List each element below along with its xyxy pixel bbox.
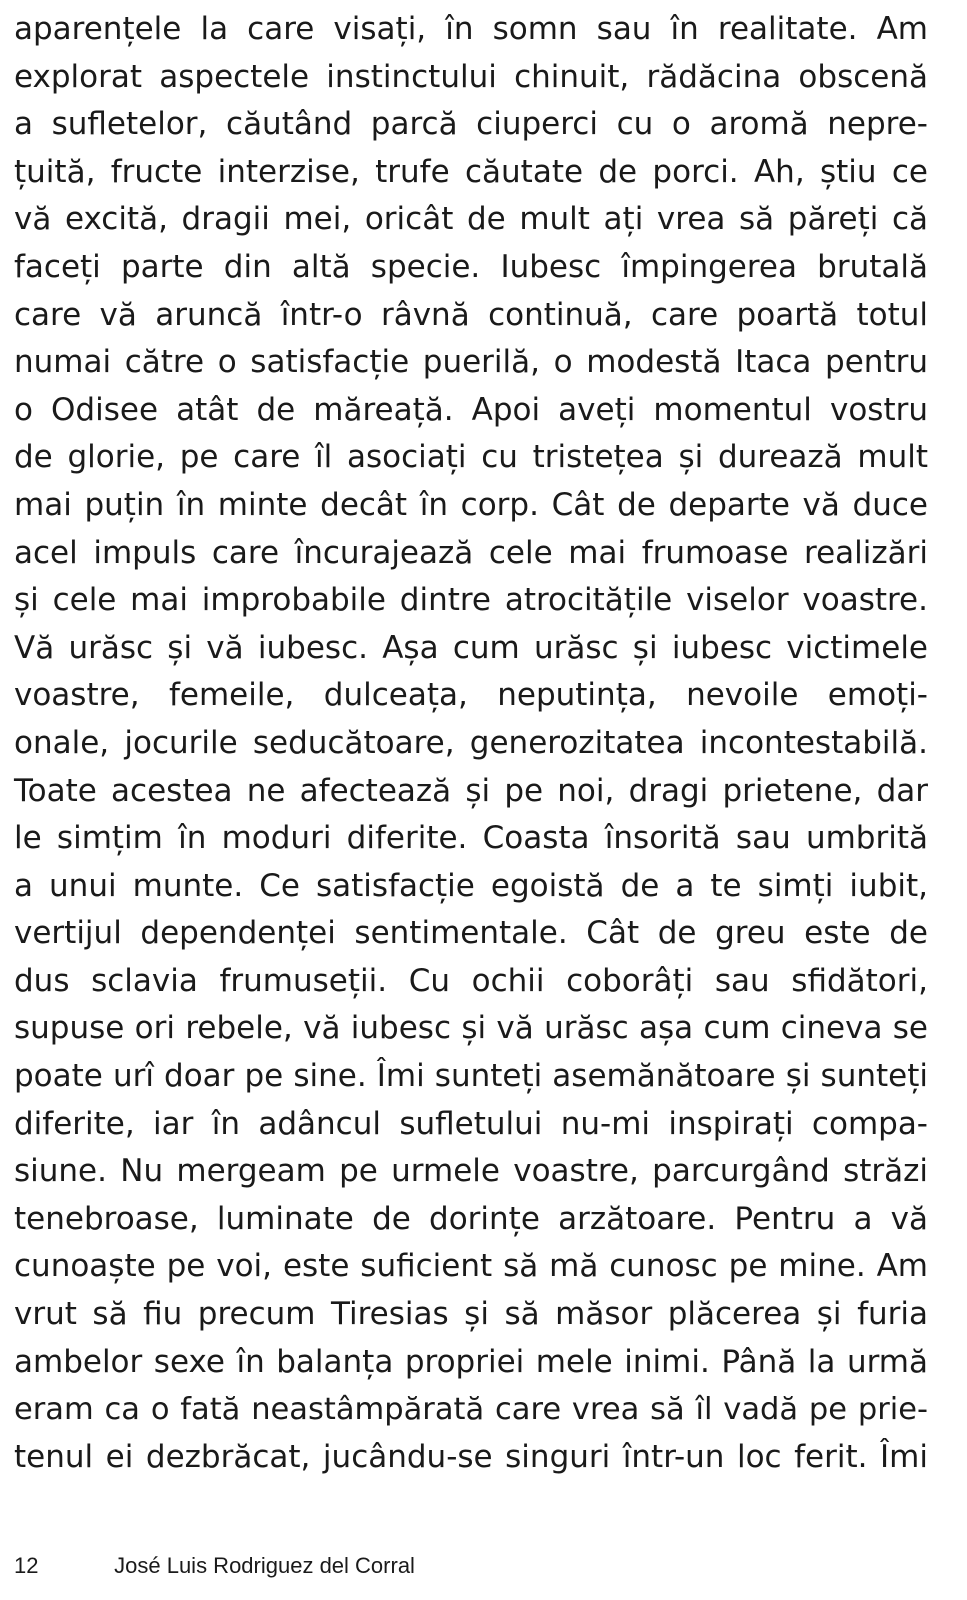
text-line: aparențele la care visați, în somn sau în realitate. Am (14, 11, 928, 47)
text-line: tenebroase, luminate de dorințe arzătoare. Pentru a vă (14, 1200, 928, 1237)
text-line: supuse ori rebele, vă iubesc și vă urăsc așa cum cineva se (14, 1010, 928, 1047)
text-line: tenul ei dezbrăcat, jucându-se singuri într-un loc ferit. Îmi (14, 1438, 928, 1475)
text-line: eram ca o fată neastâmpărată care vrea să îl vadă pe prie- (14, 1392, 928, 1428)
text-line: ambelor sexe în balanța propriei mele inimi. Până la urmă (14, 1343, 928, 1380)
text-line: siune. Nu mergeam pe urmele voastre, parcurgând străzi (14, 1153, 928, 1190)
text-line: vă excită, dragii mei, oricât de mult ați vrea să păreți că (14, 201, 928, 238)
text-line: țuită, fructe interzise, trufe căutate de porci. Ah, știu ce (14, 153, 928, 190)
text-line: a unui munte. Ce satisfacție egoistă de a te simți iubit, (14, 867, 928, 904)
text-line: poate urî doar pe sine. Îmi sunteți asemănătoare și sunteți (14, 1058, 928, 1095)
text-line: a sufletelor, căutând parcă ciuperci cu o aromă nepre- (14, 106, 928, 143)
author-name: José Luis Rodriguez del Corral (114, 1553, 415, 1578)
text-line: numai către o satisfacție puerilă, o modestă Itaca pentru (14, 344, 928, 381)
text-line: și cele mai improbabile dintre atrocitățile viselor voastre. (14, 582, 928, 619)
text-line: o Odisee atât de măreață. Apoi aveți momentul vostru (14, 391, 928, 428)
text-line: explorat aspectele instinctului chinuit, rădăcina obscenă (14, 58, 928, 95)
text-line: le simțim în moduri diferite. Coasta însorită sau umbrită (14, 820, 928, 857)
text-line: de glorie, pe care îl asociați cu tristețea și durează mult (14, 439, 928, 476)
page-number: 12 (14, 1553, 39, 1578)
text-line: diferite, iar în adâncul sufletului nu-mi inspirați compa- (14, 1105, 928, 1142)
text-line: voastre, femeile, dulceața, neputința, nevoile emoți- (14, 677, 928, 714)
page-footer (14, 1548, 415, 1584)
text-line: cunoaște pe voi, este suficient să mă cunosc pe mine. Am (14, 1248, 928, 1285)
text-line: vertijul dependenței sentimentale. Cât de greu este de (14, 915, 928, 952)
text-line: vrut să fiu precum Tiresias și să măsor plăcerea și furia (14, 1296, 928, 1333)
text-line: Toate acestea ne afectează și pe noi, dragi prietene, dar (14, 772, 928, 809)
page-body (14, 6, 928, 1481)
text-line: Vă urăsc și vă iubesc. Așa cum urăsc și iubesc victimele (14, 629, 928, 666)
text-line: onale, jocurile seducătoare, generozitatea incontestabilă. (14, 724, 928, 761)
text-line: faceți parte din altă specie. Iubesc împingerea brutală (14, 248, 928, 285)
text-line: care vă aruncă într-o râvnă continuă, care poartă totul (14, 296, 928, 333)
text-line: mai puțin în minte decât în corp. Cât de departe vă duce (14, 486, 928, 523)
text-line: dus sclavia frumuseții. Cu ochii coborâți sau sfidători, (14, 962, 928, 999)
text-line: acel impuls care încurajează cele mai frumoase realizări (14, 534, 928, 571)
